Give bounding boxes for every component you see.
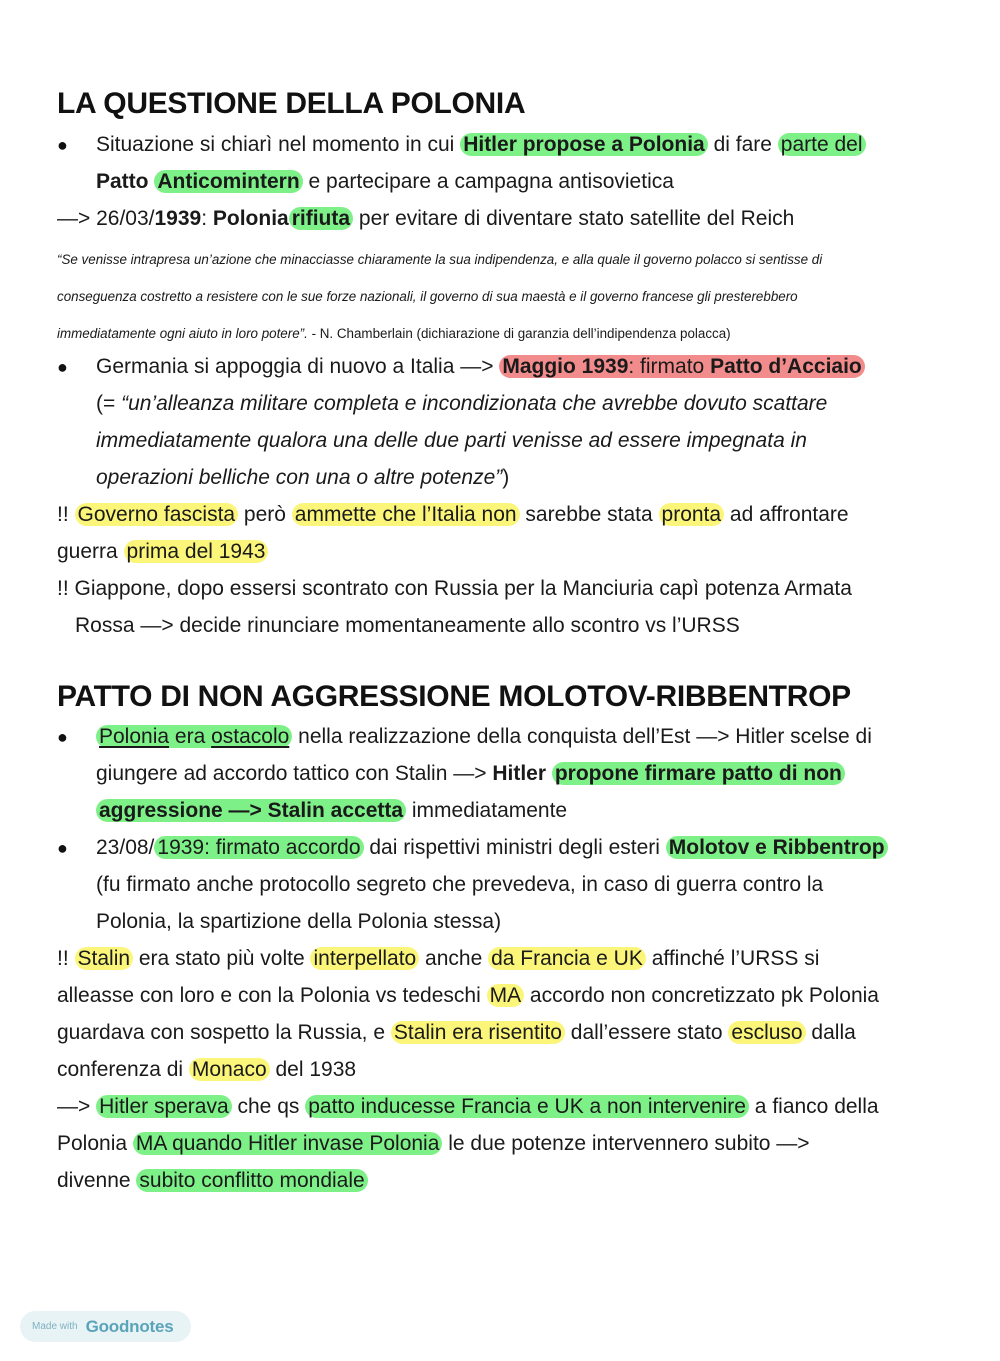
chamberlain-quote-line1: “Se venisse intrapresa un’azione che minacciasse chiaramente la sua indipendenza, e alla quale il governo polacco si sentisse di xyxy=(57,252,823,267)
s1-bullet2-line4: operazioni belliche con una o altre potenze”) xyxy=(96,466,510,489)
bullet-point: ● xyxy=(57,357,68,377)
s2-note2-line1: —> Hitler sperava che qs patto inducesse Francia e UK a non intervenire a fianco della xyxy=(57,1095,879,1118)
s2-bullet1-line2: giungere ad accordo tattico con Stalin —> Hitler propone firmare patto di non xyxy=(96,760,845,788)
s2-bullet1-line1: Polonia era ostacolo nella realizzazione della conquista dell’Est —> Hitler scelse di xyxy=(96,723,872,751)
s2-note2-line2: Polonia MA quando Hitler invase Polonia le due potenze intervennero subito —> xyxy=(57,1132,810,1155)
s1-note2-line1: !! Giappone, dopo essersi scontrato con Russia per la Manciuria capì potenza Armata xyxy=(57,577,852,600)
bullet-point: ● xyxy=(57,135,68,155)
chamberlain-quote-line2: conseguenza costretto a resistere con le sue forze nazionali, il governo di sua maestà e il governo francese gli presterebbero xyxy=(57,289,798,304)
s1-note1-line2: guerra prima del 1943 xyxy=(57,538,268,566)
s1-note2-line2: Rossa —> decide rinunciare momentaneamente allo scontro vs l’URSS xyxy=(75,614,740,637)
s2-note1-line2: alleasse con loro e con la Polonia vs tedeschi MA accordo non concretizzato pk Polonia xyxy=(57,984,879,1007)
s1-bullet2-line2: (= “un’alleanza militare completa e incondizionata che avrebbe dovuto scattare xyxy=(96,392,828,415)
s2-note1-line4: conferenza di Monaco del 1938 xyxy=(57,1058,357,1081)
s1-arrow-line: —> 26/03/1939: Polonia rifiuta per evitare di diventare stato satellite del Reich xyxy=(57,207,795,230)
s1-bullet2-line1: Germania si appoggia di nuovo a Italia —> Maggio 1939: firmato Patto d’Acciaio xyxy=(96,353,865,381)
s1-bullet1-line1: Situazione si chiarì nel momento in cui Hitler propose a Polonia di fare parte del xyxy=(96,131,866,159)
s1-note1-line1: !! Governo fascista però ammette che l’Italia non sarebbe stata pronta ad affrontare xyxy=(57,503,849,526)
s2-note1-line1: !! Stalin era stato più volte interpellato anche da Francia e UK affinché l’URSS si xyxy=(57,947,820,970)
s2-bullet2-line2: (fu firmato anche protocollo segreto che prevedeva, in caso di guerra contro la xyxy=(96,873,824,896)
made-with-goodnotes-badge[interactable] xyxy=(20,1311,191,1342)
section-title-polonia: LA QUESTIONE DELLA POLONIA xyxy=(57,87,526,120)
chamberlain-quote-line3: immediatamente ogni aiuto in loro potere”. - N. Chamberlain (dichiarazione di garanzia dell’indipendenza polacca) xyxy=(57,326,731,341)
s1-bullet1-line2: Patto Anticomintern e partecipare a campagna antisovietica xyxy=(96,170,674,193)
bullet-point: ● xyxy=(57,838,68,858)
s2-note1-line3: guardava con sospetto la Russia, e Stalin era risentito dall’essere stato escluso dalla xyxy=(57,1021,856,1044)
s2-bullet1-line3: aggressione —> Stalin accetta immediatamente xyxy=(96,797,567,825)
s1-bullet2-line3: immediatamente qualora una delle due parti venisse ad essere impegnata in xyxy=(96,429,807,452)
s2-bullet2-line1: 23/08/ 1939: firmato accordo dai rispettivi ministri degli esteri Molotov e Ribbentrop xyxy=(96,834,888,862)
s2-note2-line3: divenne subito conflitto mondiale xyxy=(57,1167,368,1195)
goodnotes-logo: Goodnotes xyxy=(85,1316,174,1336)
bullet-point: ● xyxy=(57,727,68,747)
s2-bullet2-line3: Polonia, la spartizione della Polonia stessa) xyxy=(96,910,502,933)
section-title-molotov-ribbentrop: PATTO DI NON AGGRESSIONE MOLOTOV-RIBBENTROP xyxy=(57,680,851,713)
badge-made-with-label: Made with xyxy=(32,1321,78,1332)
